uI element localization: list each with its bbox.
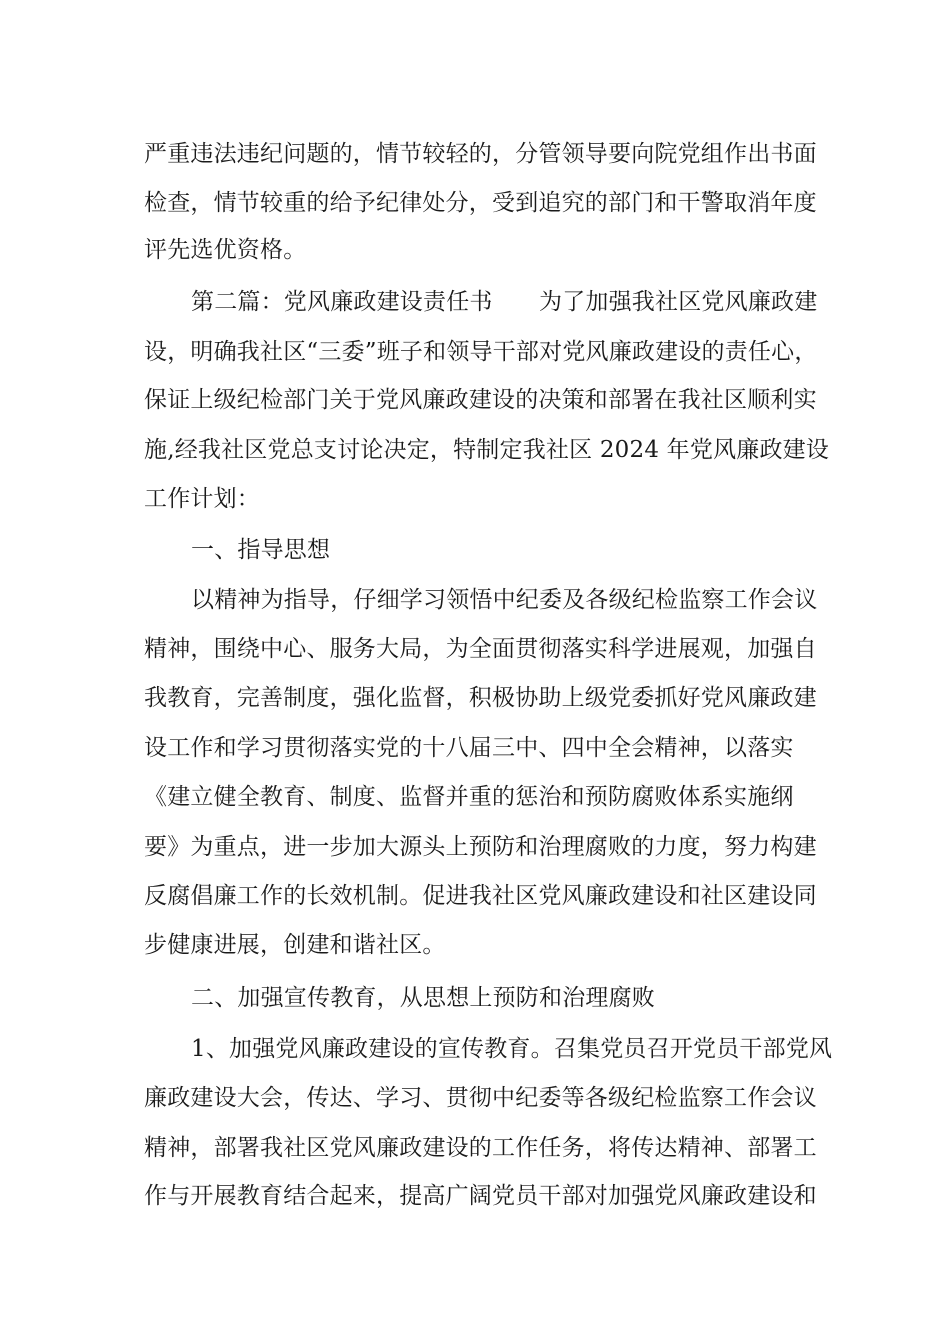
text-line: 精神，部署我社区党风廉政建设的工作任务，将传达精神、部署工 xyxy=(144,1135,817,1161)
section-heading: 一、指导思想 xyxy=(191,537,331,563)
text-line: 廉政建设大会，传达、学习、贯彻中纪委等各级纪检监察工作会议 xyxy=(144,1085,817,1111)
text-line: 严重违法违纪问题的，情节较轻的，分管领导要向院党组作出书面 xyxy=(144,141,817,167)
text-line: 以精神为指导，仔细学习领悟中纪委及各级纪检监察工作会议 xyxy=(191,587,818,613)
text-line: 精神，围绕中心、服务大局，为全面贯彻落实科学进展观，加强自 xyxy=(144,636,817,662)
text-line: 1、加强党风廉政建设的宣传教育。召集党员召开党员干部党风 xyxy=(191,1036,833,1062)
text-line: 步健康进展，创建和谐社区。 xyxy=(144,932,446,958)
text-line: 《建立健全教育、制度、监督并重的惩治和预防腐败体系实施纲 xyxy=(144,784,794,810)
text-line: 施,经我社区党总支讨论决定，特制定我社区 2024 年党风廉政建设 xyxy=(144,437,830,463)
text-line: 要》为重点，进一步加大源头上预防和治理腐败的力度，努力构建 xyxy=(144,834,817,860)
text-line: 作与开展教育结合起来，提高广阔党员干部对加强党风廉政建设和 xyxy=(144,1183,817,1209)
section-heading: 二、加强宣传教育，从思想上预防和治理腐败 xyxy=(191,985,655,1011)
text-line: 评先选优资格。 xyxy=(144,237,307,263)
text-line: 检查，情节较重的给予纪律处分，受到追究的部门和干警取消年度 xyxy=(144,190,817,216)
text-line: 我教育，完善制度，强化监督，积极协助上级党委抓好党风廉政建 xyxy=(144,685,817,711)
text-line: 工作计划： xyxy=(144,486,260,512)
text-line: 设工作和学习贯彻落实党的十八届三中、四中全会精神，以落实 xyxy=(144,735,794,761)
text-line: 保证上级纪检部门关于党风廉政建设的决策和部署在我社区顺利实 xyxy=(144,387,817,413)
text-line: 设，明确我社区“三委”班子和领导干部对党风廉政建设的责任心， xyxy=(144,339,818,365)
text-line: 反腐倡廉工作的长效机制。促进我社区党风廉政建设和社区建设同 xyxy=(144,883,817,909)
section-heading-line: 第二篇：党风廉政建设责任书 为了加强我社区党风廉政建 xyxy=(191,289,818,315)
